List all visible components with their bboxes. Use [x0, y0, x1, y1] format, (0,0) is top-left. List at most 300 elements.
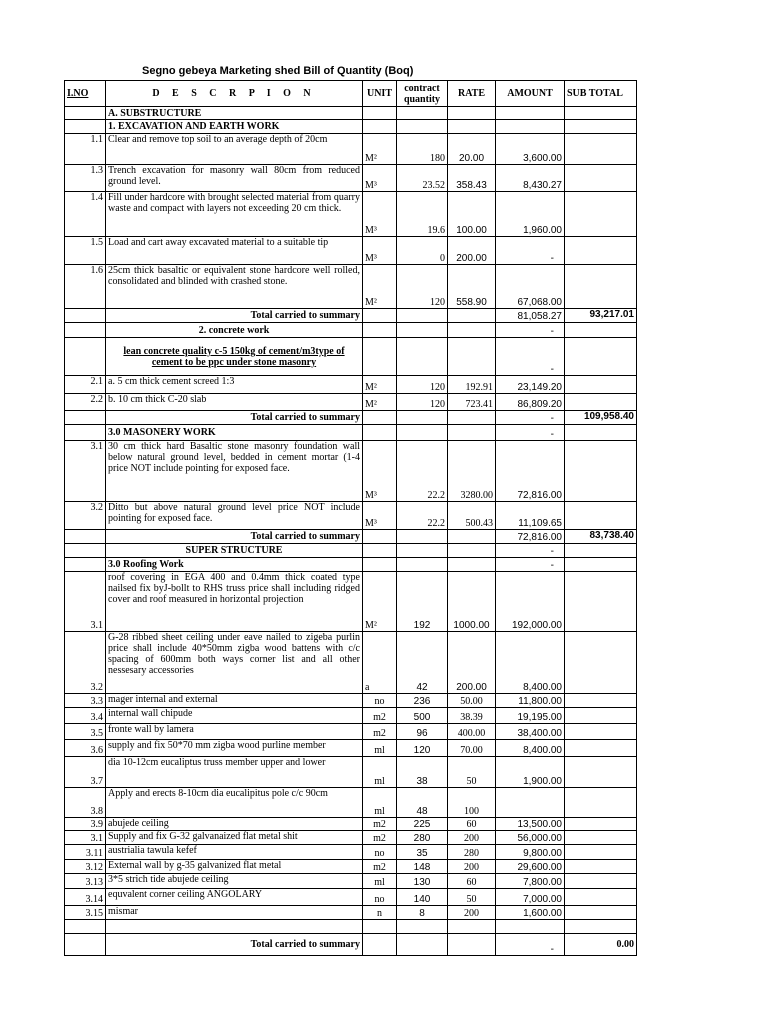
row-amount: -: [496, 237, 565, 265]
row-amount: 56,000.00: [496, 831, 565, 845]
row-subtotal: [565, 906, 637, 920]
row-description: fronte wall by lamera: [106, 724, 363, 740]
row-description: 25cm thick basaltic or equivalent stone hardcore well rolled, consolidated and blinded with crashed stone.: [106, 265, 363, 309]
row-unit: M²: [363, 376, 397, 394]
row-description: Clear and remove top soil to an average depth of 20cm: [106, 134, 363, 165]
table-row: [65, 502, 637, 530]
total-row: [65, 309, 637, 323]
table-row: [65, 572, 637, 632]
row-number: 3.1: [65, 572, 106, 632]
row-unit: M³: [363, 237, 397, 265]
row-subtotal: [565, 860, 637, 874]
row-number: 3.1: [65, 831, 106, 845]
table-row: [65, 757, 637, 788]
table-row: [65, 845, 637, 860]
row-number: [65, 411, 106, 425]
row-subtotal: [565, 120, 637, 134]
row-quantity: 120: [397, 376, 448, 394]
row-number: [65, 425, 106, 441]
table-row: [65, 708, 637, 724]
row-quantity: [397, 425, 448, 441]
row-quantity: [397, 107, 448, 120]
row-rate: 400.00: [448, 724, 496, 740]
table-row: [65, 120, 637, 134]
row-unit: [363, 338, 397, 376]
row-subtotal: [565, 237, 637, 265]
row-quantity: [397, 558, 448, 572]
row-unit: m2: [363, 860, 397, 874]
row-amount: 11,800.00: [496, 694, 565, 708]
row-number: 3.5: [65, 724, 106, 740]
row-amount: 3,600.00: [496, 134, 565, 165]
row-description: dia 10-12cm eucaliptus truss member upper and lower: [106, 757, 363, 788]
row-unit: ml: [363, 740, 397, 757]
row-description: 3*5 strich tide abujede ceiling: [106, 874, 363, 889]
row-description: a. 5 cm thick cement screed 1:3: [106, 376, 363, 394]
row-subtotal: [565, 558, 637, 572]
row-subtotal: [565, 818, 637, 831]
row-subtotal: [565, 572, 637, 632]
row-subtotal: [565, 425, 637, 441]
section-heading: SUPER STRUCTURE: [106, 544, 363, 558]
row-number: 2.1: [65, 376, 106, 394]
row-amount: 23,149.20: [496, 376, 565, 394]
header-subtotal: SUB TOTAL: [565, 81, 637, 107]
row-number: [65, 530, 106, 544]
row-quantity: 148: [397, 860, 448, 874]
row-description: supply and fix 50*70 mm zigba wood purline member: [106, 740, 363, 757]
row-number: [65, 558, 106, 572]
table-row: [65, 558, 637, 572]
row-rate: [448, 309, 496, 323]
row-description: mismar: [106, 906, 363, 920]
table-row: [65, 860, 637, 874]
row-amount: 13,500.00: [496, 818, 565, 831]
row-subtotal: [565, 920, 637, 934]
row-number: 3.2: [65, 502, 106, 530]
row-quantity: 48: [397, 788, 448, 818]
row-number: 1.5: [65, 237, 106, 265]
row-unit: [363, 920, 397, 934]
row-subtotal: [565, 544, 637, 558]
row-subtotal: [565, 265, 637, 309]
row-subtotal: [565, 192, 637, 237]
table-row: [65, 134, 637, 165]
row-subtotal: [565, 831, 637, 845]
row-subtotal: [565, 724, 637, 740]
row-amount: -: [496, 544, 565, 558]
row-quantity: 22.2: [397, 502, 448, 530]
row-unit: [363, 558, 397, 572]
row-rate: 60: [448, 874, 496, 889]
row-unit: no: [363, 845, 397, 860]
row-rate: [448, 934, 496, 956]
row-subtotal: [565, 502, 637, 530]
row-rate: 192.91: [448, 376, 496, 394]
row-quantity: 35: [397, 845, 448, 860]
header-quantity-line2: quantity: [403, 93, 441, 105]
header-quantity: [397, 81, 448, 107]
row-rate: [448, 425, 496, 441]
row-unit: ml: [363, 757, 397, 788]
row-number: 3.13: [65, 874, 106, 889]
row-amount: 1,960.00: [496, 192, 565, 237]
row-unit: [363, 120, 397, 134]
section-heading: A. SUBSTRUCTURE: [106, 107, 363, 120]
section-subtotal: 93,217.01: [565, 309, 637, 323]
row-number: [65, 934, 106, 956]
row-amount: [496, 120, 565, 134]
row-subtotal: [565, 740, 637, 757]
row-number: 3.2: [65, 632, 106, 694]
row-rate: 200.00: [448, 237, 496, 265]
table-row: [65, 338, 637, 376]
row-amount: 8,400.00: [496, 740, 565, 757]
row-rate: [448, 411, 496, 425]
row-unit: [363, 309, 397, 323]
table-row: [65, 818, 637, 831]
row-rate: [448, 558, 496, 572]
table-row: [65, 237, 637, 265]
row-amount: 1,900.00: [496, 757, 565, 788]
total-label: Total carried to summary: [106, 530, 363, 544]
row-number: 1.3: [65, 165, 106, 192]
row-amount: 29,600.00: [496, 860, 565, 874]
row-rate: 558.90: [448, 265, 496, 309]
header-unit: UNIT: [363, 81, 397, 107]
row-number: 3.7: [65, 757, 106, 788]
row-quantity: 500: [397, 708, 448, 724]
row-quantity: [397, 323, 448, 338]
section-heading: 3.0 Roofing Work: [106, 558, 363, 572]
row-description: abujede ceiling: [106, 818, 363, 831]
table-row: [65, 831, 637, 845]
row-number: 3.11: [65, 845, 106, 860]
row-rate: 100.00: [448, 192, 496, 237]
row-unit: [363, 544, 397, 558]
row-number: 3.12: [65, 860, 106, 874]
section-subtotal: 83,738.40: [565, 530, 637, 544]
row-unit: M³: [363, 192, 397, 237]
row-number: 3.3: [65, 694, 106, 708]
row-unit: [363, 107, 397, 120]
row-quantity: 96: [397, 724, 448, 740]
table-row: [65, 441, 637, 502]
row-amount: 72,816.00: [496, 441, 565, 502]
row-quantity: 23.52: [397, 165, 448, 192]
table-row: [65, 192, 637, 237]
header-description: D E S C R P I O N: [106, 81, 363, 107]
section-heading: 1. EXCAVATION AND EARTH WORK: [106, 120, 363, 134]
row-rate: [448, 120, 496, 134]
document-title: Segno gebeya Marketing shed Bill of Quantity (Boq): [142, 65, 414, 77]
row-subtotal: [565, 323, 637, 338]
row-rate: 70.00: [448, 740, 496, 757]
row-quantity: [397, 530, 448, 544]
row-description: [106, 920, 363, 934]
row-unit: [363, 934, 397, 956]
table-row: [65, 920, 637, 934]
row-number: 3.4: [65, 708, 106, 724]
total-label: Total carried to summary: [106, 934, 363, 956]
row-quantity: 42: [397, 632, 448, 694]
total-row: [65, 530, 637, 544]
row-amount: 11,109.65: [496, 502, 565, 530]
row-quantity: [397, 120, 448, 134]
table-row: [65, 544, 637, 558]
row-description: Supply and fix G-32 galvanaized flat metal shit: [106, 831, 363, 845]
row-quantity: [397, 934, 448, 956]
header-amount: AMOUNT: [496, 81, 565, 107]
row-quantity: [397, 338, 448, 376]
total-label: Total carried to summary: [106, 309, 363, 323]
row-unit: M³: [363, 502, 397, 530]
row-description: equvalent corner ceiling ANGOLARY: [106, 889, 363, 906]
row-description: austrialia tawula kefef: [106, 845, 363, 860]
section-subtotal: 109,958.40: [565, 411, 637, 425]
table-row: [65, 323, 637, 338]
total-row: [65, 934, 637, 956]
row-subtotal: [565, 889, 637, 906]
row-unit: M²: [363, 394, 397, 411]
row-rate: 200: [448, 906, 496, 920]
row-unit: [363, 323, 397, 338]
row-rate: 358.43: [448, 165, 496, 192]
row-quantity: 236: [397, 694, 448, 708]
row-unit: [363, 530, 397, 544]
row-unit: m2: [363, 708, 397, 724]
row-unit: m2: [363, 831, 397, 845]
row-subtotal: [565, 338, 637, 376]
row-number: [65, 120, 106, 134]
row-amount: 67,068.00: [496, 265, 565, 309]
row-quantity: 140: [397, 889, 448, 906]
row-unit: [363, 411, 397, 425]
row-amount: 8,430.27: [496, 165, 565, 192]
row-quantity: 120: [397, 265, 448, 309]
row-description: 30 cm thick hard Basaltic stone masonry foundation wall below natural ground level, bedded in cement mortar (1-4 price NOT include pointing for exposed face.: [106, 441, 363, 502]
row-number: 1.4: [65, 192, 106, 237]
row-number: 1.6: [65, 265, 106, 309]
row-amount: 38,400.00: [496, 724, 565, 740]
table-row: [65, 724, 637, 740]
table-row: [65, 107, 637, 120]
row-quantity: 19.6: [397, 192, 448, 237]
row-number: [65, 323, 106, 338]
row-unit: ml: [363, 788, 397, 818]
row-number: [65, 309, 106, 323]
row-description: Trench excavation for masonry wall 80cm from reduced ground level.: [106, 165, 363, 192]
header-no-label: I.NO: [67, 88, 89, 99]
table-row: [65, 874, 637, 889]
header-row: [65, 81, 637, 107]
row-number: 3.15: [65, 906, 106, 920]
row-quantity: [397, 920, 448, 934]
row-amount: [496, 788, 565, 818]
section-subtotal: 0.00: [565, 934, 637, 956]
row-rate: 60: [448, 818, 496, 831]
row-subtotal: [565, 845, 637, 860]
row-number: [65, 107, 106, 120]
table-row: [65, 632, 637, 694]
row-quantity: 38: [397, 757, 448, 788]
row-number: 3.9: [65, 818, 106, 831]
row-amount: 7,800.00: [496, 874, 565, 889]
row-unit: [363, 425, 397, 441]
row-unit: n: [363, 906, 397, 920]
row-quantity: 192: [397, 572, 448, 632]
row-rate: 200: [448, 831, 496, 845]
row-description: Fill under hardcore with brought selected material from quarry waste and compact with layers not exceeding 20 cm thick.: [106, 192, 363, 237]
row-unit: m2: [363, 724, 397, 740]
row-quantity: 180: [397, 134, 448, 165]
row-subtotal: [565, 107, 637, 120]
row-quantity: 225: [397, 818, 448, 831]
row-description: mager internal and external: [106, 694, 363, 708]
row-rate: 100: [448, 788, 496, 818]
table-row: [65, 906, 637, 920]
table-row: [65, 394, 637, 411]
row-rate: [448, 338, 496, 376]
row-amount: 9,800.00: [496, 845, 565, 860]
row-rate: 500.43: [448, 502, 496, 530]
header-no: [65, 81, 106, 107]
row-amount: 86,809.20: [496, 394, 565, 411]
row-unit: M²: [363, 572, 397, 632]
row-unit: no: [363, 889, 397, 906]
row-number: 3.6: [65, 740, 106, 757]
row-rate: [448, 920, 496, 934]
row-rate: 723.41: [448, 394, 496, 411]
row-rate: [448, 323, 496, 338]
header-quantity-line1: contract: [404, 82, 440, 94]
row-amount: -: [496, 558, 565, 572]
row-unit: M²: [363, 134, 397, 165]
row-description: G-28 ribbed sheet ceiling under eave nailed to zigeba purlin price shall include 40*50mm zigba wood battens with c/c spacing of 600mm both ways corner list and all other nessesary accessories: [106, 632, 363, 694]
row-quantity: 120: [397, 394, 448, 411]
row-amount: 81,058.27: [496, 309, 565, 323]
row-unit: M³: [363, 441, 397, 502]
row-rate: 200.00: [448, 632, 496, 694]
row-rate: 38.39: [448, 708, 496, 724]
row-amount: -: [496, 323, 565, 338]
table-row: [65, 740, 637, 757]
row-rate: 3280.00: [448, 441, 496, 502]
row-amount: -: [496, 425, 565, 441]
row-rate: [448, 107, 496, 120]
row-description: roof covering in EGA 400 and 0.4mm thick coated type nailsed fix byJ-bollt to RHS truss price shall including ridged cover and roof measured in horizontal projection: [106, 572, 363, 632]
table-row: [65, 694, 637, 708]
row-unit: M³: [363, 165, 397, 192]
row-rate: 50.00: [448, 694, 496, 708]
row-subtotal: [565, 708, 637, 724]
row-subtotal: [565, 441, 637, 502]
total-row: [65, 411, 637, 425]
table-row: [65, 376, 637, 394]
row-rate: [448, 530, 496, 544]
row-subtotal: [565, 165, 637, 192]
row-rate: 50: [448, 757, 496, 788]
row-quantity: [397, 411, 448, 425]
row-quantity: [397, 309, 448, 323]
section-heading: 3.0 MASONERY WORK: [106, 425, 363, 441]
total-label: Total carried to summary: [106, 411, 363, 425]
row-subtotal: [565, 376, 637, 394]
section-heading: 2. concrete work: [106, 323, 363, 338]
table-row: [65, 425, 637, 441]
row-unit: M²: [363, 265, 397, 309]
row-subtotal: [565, 757, 637, 788]
row-number: 3.8: [65, 788, 106, 818]
table-row: [65, 265, 637, 309]
row-unit: a: [363, 632, 397, 694]
row-description: lean concrete quality c-5 150kg of cement/m3type of cement to be ppc under stone masonry: [106, 338, 363, 376]
row-description: External wall by g-35 galvanized flat metal: [106, 860, 363, 874]
row-subtotal: [565, 788, 637, 818]
row-quantity: 8: [397, 906, 448, 920]
row-amount: -: [496, 934, 565, 956]
table-row: [65, 165, 637, 192]
row-description: Apply and erects 8-10cm dia eucalipitus pole c/c 90cm: [106, 788, 363, 818]
row-amount: 19,195.00: [496, 708, 565, 724]
row-rate: 1000.00: [448, 572, 496, 632]
row-amount: -: [496, 338, 565, 376]
row-number: 1.1: [65, 134, 106, 165]
row-quantity: 130: [397, 874, 448, 889]
row-description: Ditto but above natural ground level price NOT include pointing for exposed face.: [106, 502, 363, 530]
row-subtotal: [565, 874, 637, 889]
row-description: Load and cart away excavated material to a suitable tip: [106, 237, 363, 265]
row-description: b. 10 cm thick C-20 slab: [106, 394, 363, 411]
row-rate: 20.00: [448, 134, 496, 165]
row-quantity: 280: [397, 831, 448, 845]
row-number: 3.14: [65, 889, 106, 906]
row-quantity: 22.2: [397, 441, 448, 502]
row-amount: 192,000.00: [496, 572, 565, 632]
row-amount: 72,816.00: [496, 530, 565, 544]
row-amount: 7,000.00: [496, 889, 565, 906]
row-unit: ml: [363, 874, 397, 889]
boq-table: [64, 80, 637, 956]
row-amount: 1,600.00: [496, 906, 565, 920]
row-number: [65, 338, 106, 376]
row-subtotal: [565, 394, 637, 411]
row-quantity: [397, 544, 448, 558]
row-amount: [496, 920, 565, 934]
row-quantity: 0: [397, 237, 448, 265]
table-row: [65, 788, 637, 818]
header-rate: RATE: [448, 81, 496, 107]
row-rate: 50: [448, 889, 496, 906]
row-unit: no: [363, 694, 397, 708]
row-number: [65, 544, 106, 558]
row-amount: 8,400.00: [496, 632, 565, 694]
row-subtotal: [565, 134, 637, 165]
row-subtotal: [565, 632, 637, 694]
row-rate: 200: [448, 860, 496, 874]
row-number: 2.2: [65, 394, 106, 411]
row-number: 3.1: [65, 441, 106, 502]
row-quantity: 120: [397, 740, 448, 757]
table-row: [65, 889, 637, 906]
row-description: internal wall chipude: [106, 708, 363, 724]
row-subtotal: [565, 694, 637, 708]
row-amount: [496, 107, 565, 120]
row-rate: [448, 544, 496, 558]
row-rate: 280: [448, 845, 496, 860]
row-unit: m2: [363, 818, 397, 831]
row-amount: -: [496, 411, 565, 425]
